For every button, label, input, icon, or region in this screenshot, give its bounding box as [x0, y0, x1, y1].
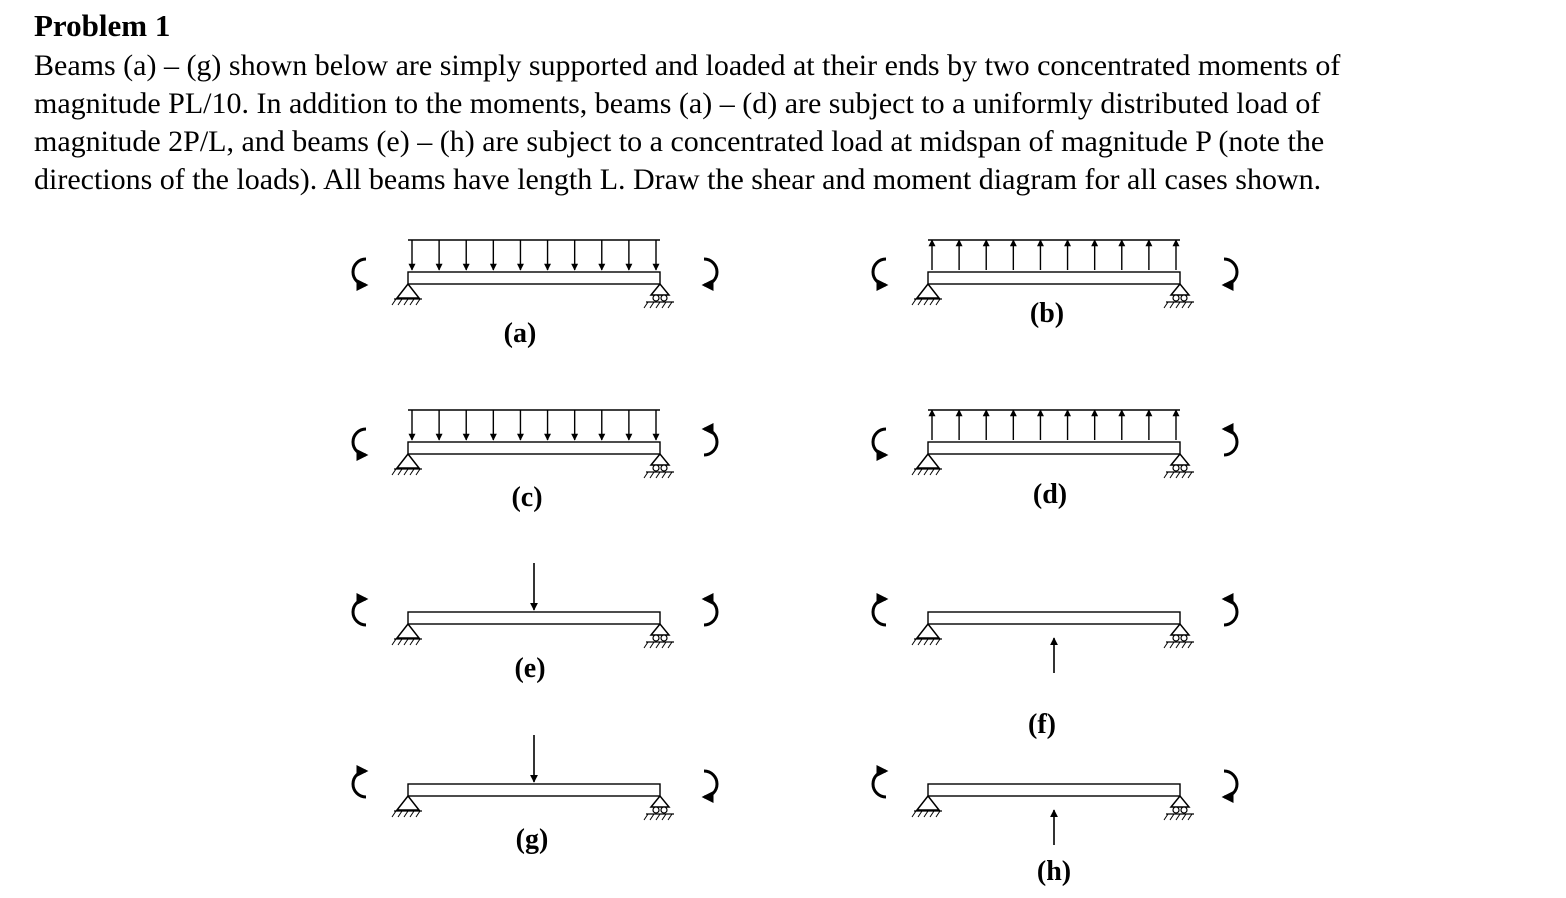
beam-label: (a) [503, 318, 537, 349]
left-moment-arrow [873, 599, 886, 625]
right-moment-arrow [704, 599, 717, 625]
distributed-load [928, 240, 1180, 270]
roller-wheel [1173, 635, 1179, 641]
beam-figure [873, 771, 1237, 887]
left-moment-arrow [353, 599, 366, 625]
left-moment-arrow [353, 771, 366, 797]
ground-hatch [392, 469, 422, 475]
beam-body [408, 784, 660, 796]
ground-hatch [644, 814, 674, 820]
pin-support [397, 284, 419, 298]
ground-hatch [644, 302, 674, 308]
ground-hatch [912, 639, 942, 645]
pin-support [917, 624, 939, 638]
roller-wheel [661, 635, 667, 641]
pin-support [917, 796, 939, 810]
beam-figure [873, 599, 1237, 740]
roller-wheel [653, 295, 659, 301]
roller-wheel [661, 807, 667, 813]
right-moment-arrow [704, 259, 717, 285]
beam-body [408, 272, 660, 284]
roller-support [1171, 284, 1189, 295]
beam-label: (c) [511, 482, 543, 513]
distributed-load [408, 240, 660, 270]
left-moment-arrow [353, 429, 366, 455]
right-moment-arrow [1224, 259, 1237, 285]
right-moment-arrow [1224, 771, 1237, 797]
beam-label: (h) [1036, 856, 1072, 887]
beam-body [408, 612, 660, 624]
beam-label: (b) [1029, 298, 1065, 329]
distributed-load [928, 410, 1180, 440]
ground-hatch [392, 299, 422, 305]
roller-wheel [1173, 807, 1179, 813]
statement-line: Beams (a) – (g) shown below are simply supported and loaded at their ends by two concentrated moments of [34, 49, 1341, 82]
right-moment-arrow [1224, 599, 1237, 625]
ground-hatch [912, 299, 942, 305]
statement-line: directions of the loads). All beams have length L. Draw the shear and moment diagram for all cases shown. [34, 163, 1322, 196]
beam-label: (g) [515, 824, 549, 855]
pin-support [917, 284, 939, 298]
roller-support [651, 284, 669, 295]
ground-hatch [1164, 814, 1194, 820]
statement-line: magnitude 2P/L, and beams (e) – (h) are subject to a concentrated load at midspan of magnitude P (note the [34, 125, 1325, 158]
roller-support [1171, 796, 1189, 807]
roller-wheel [1173, 295, 1179, 301]
beam-body [408, 442, 660, 454]
ground-hatch [1164, 472, 1194, 478]
ground-hatch [912, 469, 942, 475]
beam-label: (e) [514, 653, 546, 684]
ground-hatch [392, 811, 422, 817]
right-moment-arrow [704, 771, 717, 797]
beam-body [928, 272, 1180, 284]
pin-support [397, 796, 419, 810]
beam-label: (d) [1032, 479, 1068, 510]
ground-hatch [1164, 302, 1194, 308]
right-moment-arrow [704, 429, 717, 455]
left-moment-arrow [873, 771, 886, 797]
left-moment-arrow [873, 259, 886, 285]
distributed-load [408, 410, 660, 440]
roller-wheel [1181, 295, 1187, 301]
roller-wheel [653, 807, 659, 813]
roller-support [651, 454, 669, 465]
roller-wheel [1173, 465, 1179, 471]
roller-support [651, 624, 669, 635]
beam-body [928, 442, 1180, 454]
roller-wheel [1181, 807, 1187, 813]
beam-figure [353, 735, 717, 855]
pin-support [397, 624, 419, 638]
roller-support [1171, 454, 1189, 465]
beam-figure [873, 410, 1237, 510]
roller-support [651, 796, 669, 807]
statement-line: magnitude PL/10. In addition to the moments, beams (a) – (d) are subject to a uniformly distributed load of [34, 87, 1321, 120]
beam-figure [873, 240, 1237, 329]
ground-hatch [1164, 642, 1194, 648]
ground-hatch [392, 639, 422, 645]
ground-hatch [912, 811, 942, 817]
roller-wheel [653, 465, 659, 471]
left-moment-arrow [873, 429, 886, 455]
beam-figure [353, 410, 717, 513]
ground-hatch [644, 472, 674, 478]
roller-wheel [653, 635, 659, 641]
beam-figure [353, 240, 717, 349]
beam-body [928, 612, 1180, 624]
ground-hatch [644, 642, 674, 648]
left-moment-arrow [353, 259, 366, 285]
pin-support [397, 454, 419, 468]
beam-label: (f) [1028, 709, 1056, 740]
roller-wheel [661, 465, 667, 471]
roller-wheel [1181, 465, 1187, 471]
pin-support [917, 454, 939, 468]
roller-wheel [661, 295, 667, 301]
problem-title: Problem 1 [34, 8, 171, 43]
right-moment-arrow [1224, 429, 1237, 455]
beam-figure [353, 563, 717, 684]
beam-body [928, 784, 1180, 796]
roller-support [1171, 624, 1189, 635]
roller-wheel [1181, 635, 1187, 641]
